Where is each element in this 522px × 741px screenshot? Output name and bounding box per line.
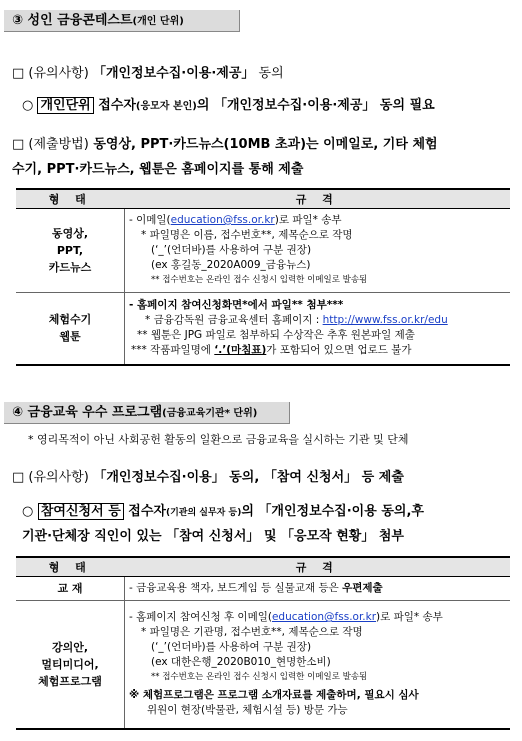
table-header-spec: 규 격 <box>125 557 511 577</box>
sec4-notice: □ (유의사항) 「개인정보수집·이용」 동의, 「참여 신청서」 등 제출 <box>12 470 404 485</box>
table-row: 체험수기 웹툰 - 홈페이지 참여신청화면*에서 파일** 첨부*** * 금융감독원 금융교육센터 홈페이지 : http://www.fss.or.kr/edu ** 웹툰은 JPG 파일로 첨부하되 수상작은 추후 원본파일 제출 *** 작품파일명에 ‘.’(마침표)가 포함되어 있으면 업로드 불가 <box>16 293 510 365</box>
sec4-spec-table <box>16 556 510 730</box>
individual-unit-box: 개인단위 <box>37 97 93 114</box>
email-link[interactable]: education@fss.or.kr <box>170 214 275 226</box>
sec3-individual: ○ 개인단위 접수자(응모자 본인)의 「개인정보수집·이용·제공」 동의 필요 <box>22 98 435 113</box>
email-link[interactable]: education@fss.or.kr <box>271 611 377 624</box>
section-3-title: ③ 성인 금융콘테스트(개인 단위) <box>4 10 240 32</box>
table-row: 교 재 - 금융교육용 책자, 보드게임 등 실물교재 등은 우편제출 <box>16 577 510 601</box>
sec3-notice: □ (유의사항) 「개인정보수집·이용·제공」 동의 <box>12 66 284 81</box>
homepage-link[interactable]: http://www.fss.or.kr/edu <box>322 314 448 327</box>
table-header-spec: 규 격 <box>125 189 511 209</box>
section-4-title: ④ 금융교육 우수 프로그램(금융교육기관* 단위) <box>4 402 290 424</box>
table-header-type: 형 태 <box>16 557 125 577</box>
table-header-type: 형 태 <box>16 189 125 209</box>
table-row: 동영상, PPT, 카드뉴스 - 이메일(education@fss.or.kr)로 파일* 송부 * 파일명은 이름, 접수번호**, 제목순으로 작명 (‘_’(언더바)를 사용하여 구분 권장) (ex 홍길동_2020A009_금융뉴스) ** 접수번호는 온라인 접수 신청시 입력한 이메일로 발송됨 <box>16 209 510 293</box>
sec4-footnote: * 영리목적이 아닌 사회공헌 활동의 일환으로 금융교육을 실시하는 기관 및 단체 <box>28 433 409 446</box>
table-row: 강의안, 멀티미디어, 체험프로그램 - 홈페이지 참여신청 후 이메일(education@fss.or.kr)로 파일* 송부 * 파일명은 기관명, 접수번호**, 제목순으로 작명 (‘_’(언더바)를 사용하여 구분 권장) (ex 대한은행_2020B010_현명한소비) ** 접수번호는 온라인 접수 신청시 입력한 이메일로 발송됨 ※ 체험프로그램은 프로그램 소개자료를 제출하며, 필요시 심사 위원이 현장(박물관, 체험시설 등) 방문 가능 <box>16 601 510 729</box>
sec4-application: ○ 참여신청서 등 접수자(기관의 실무자 등)의 「개인정보수집·이용 동의,후 기관·단체장 직인이 있는 「참여 신청서」 및 「응모작 현황」 첨부 <box>22 504 424 544</box>
sec3-spec-table <box>16 188 510 366</box>
sec3-submit-method: □ (제출방법) 동영상, PPT·카드뉴스(10MB 초과)는 이메일로, 기타 체험 수기, PPT·카드뉴스, 웹툰은 홈페이지를 통해 제출 <box>12 137 438 177</box>
application-form-box: 참여신청서 등 <box>38 503 124 520</box>
